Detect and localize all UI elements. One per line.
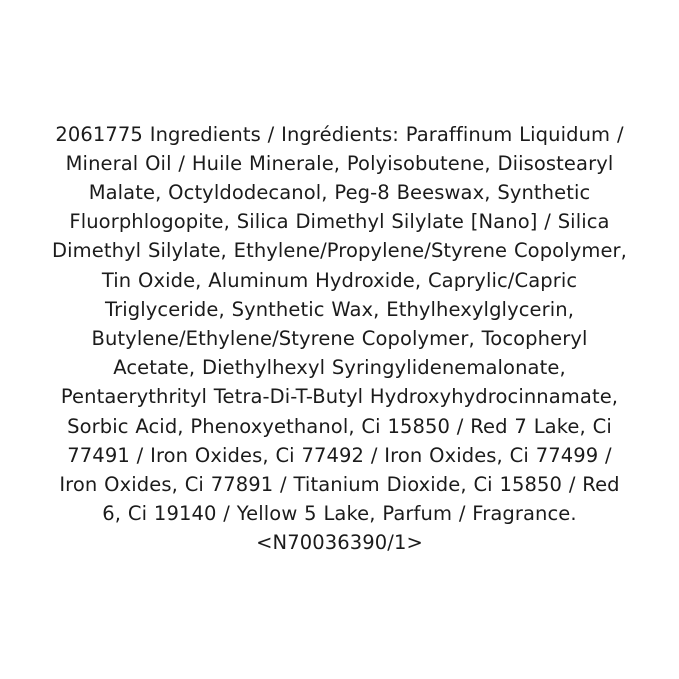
ingredients-paragraph: 2061775 Ingredients / Ingrédients: Paraffinum Liquidum / Mineral Oil / Huile Minerale, Polyisobutene, Diisostearyl Malate, Octyldodecanol, Peg-8 Beeswax, Synthetic Fluorphlogopite, Silica Dimethyl Silylate [Nano] / Silica Dimethyl Silylate, Ethylene/Propylene/Styrene Copolymer, Tin Oxide, Aluminum Hydroxide, Caprylic/Capric Triglyceride, Synthetic Wax, Ethylhexylglycerin, Butylene/Ethylene/Styrene Copolymer, Tocopheryl Acetate, Diethylhexyl Syringylidenemalonate, Pentaerythrityl Tetra-Di-T-Butyl Hydroxyhydrocinnamate, Sorbic Acid, Phenoxyethanol, Ci 15850 / Red 7 Lake, Ci 77491 / Iron Oxides, Ci 77492 / Iron Oxides, Ci 77499 / Iron Oxides, Ci 77891 / Titanium Dioxide, Ci 15850 / Red 6, Ci 19140 / Yellow 5 Lake, Parfum / Fragrance. <N70036390/1> bbox=[52, 122, 627, 555]
